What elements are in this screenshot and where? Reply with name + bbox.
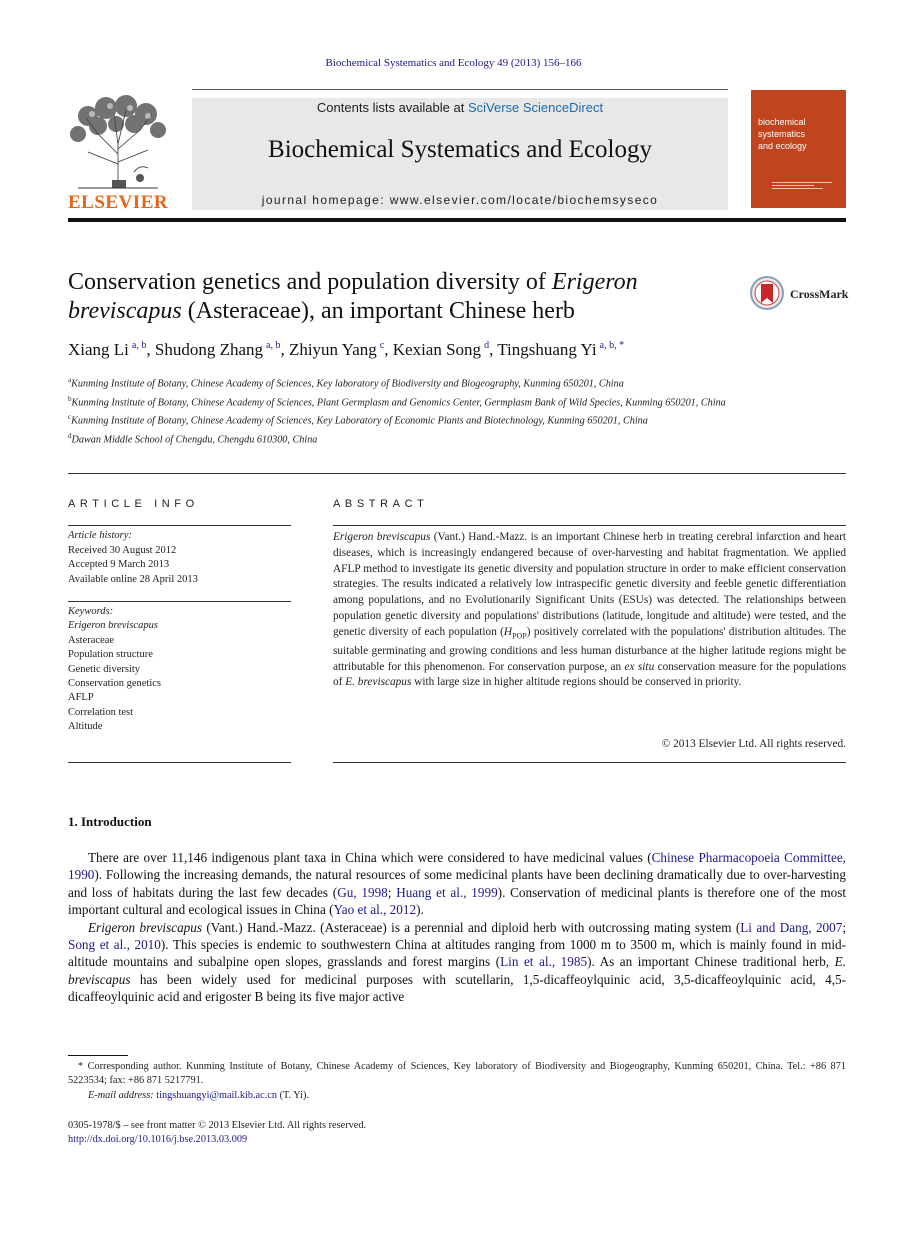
introduction-body (68, 849, 846, 1006)
abstract-text: ) positively correlated with the populations' distribution altitudes. The suitable germinating and growing conditions and less human disturbance at the higher latitude regions might be attributable for this phenomenon. For conservation purpose, an (333, 625, 846, 673)
intro-text: ; (842, 919, 846, 935)
citation-link[interactable]: Li and Dang, 2007 (740, 919, 843, 935)
footnote-text: * Corresponding author. Kunming Institute of Botany, Chinese Academy of Sciences, Key laboratory of Biodiversity and Biogeography, Kunming 650201, China. Tel.: +86 871 5223534; fax: +86 871 5217791. (68, 1061, 846, 1087)
elsevier-wordmark: ELSEVIER (68, 192, 169, 213)
author-separator: , (384, 340, 393, 359)
abstract-text: (Vant.) Hand.-Mazz. is an important Chinese herb in treating cerebral infarction and heart diseases, which is increasingly endangered because of over-harvesting and habitat fragmentation. We applied AFLP method to investigate its genetic diversity and population structure in order to make efficient conservation strategies. The results indicated a relatively low intraspecific genetic diversity and feeble genetic differentiation among populations, and no Evolutionarily Significant Units (ESUs) was detected. The relationships between population genetic diversity and populations' distributions (latitude, longitude and altitude) were tested, and the genetic diversity of each population ( (333, 531, 846, 638)
title-species-genus: Erigeron (551, 269, 638, 295)
hpop-subscript: POP (512, 631, 527, 641)
citation-link[interactable]: Yao et al., 2012 (333, 902, 417, 918)
keyword-item: Altitude (68, 721, 103, 733)
citation-link[interactable]: Huang et al., 1999 (396, 884, 498, 900)
keyword-item: Conservation genetics (68, 678, 162, 690)
affiliation-marker: d (68, 431, 72, 440)
affiliation-item (68, 410, 728, 429)
contents-line (192, 100, 728, 115)
footnote-rule (68, 1055, 128, 1056)
introduction-heading: 1. Introduction (68, 814, 152, 829)
introduction-paragraph (68, 849, 846, 919)
abstract-ex-situ: ex situ (624, 660, 655, 673)
author-separator: , (489, 340, 498, 359)
keywords-label: Keywords: (68, 606, 114, 617)
abstract-text: conservation measure for the populations of (333, 660, 846, 689)
affiliation-marker: b (68, 394, 72, 403)
intro-text: There are over 11,146 indigenous plant taxa in China which were considered to have medicinal values ( (88, 850, 652, 865)
abstract-species-short: E. breviscapus (345, 676, 412, 689)
author-affiliation-marker[interactable]: a, b (266, 340, 281, 352)
citation-link[interactable]: Song et al., 2010 (68, 937, 161, 953)
intro-text: (Vant.) Hand.-Mazz. (Asteraceae) is a perennial and diploid herb with outcrossing mating system ( (202, 919, 741, 935)
intro-text: ). Following the increasing demands, the natural resources of some medicinal plants have been declining dramatically due to over-harvesting and loss of habitats during the last few decades ( (68, 867, 846, 900)
affiliation-item (68, 429, 728, 448)
introduction-paragraph (68, 919, 846, 1006)
article-history (68, 529, 291, 587)
affiliation-text: Kunming Institute of Botany, Chinese Academy of Sciences, Plant Germplasm and Genomics Center, Germplasm Bank of Wild Species, Kunming 650201, China (71, 396, 726, 408)
cover-title-line: and ecology (758, 141, 807, 151)
keyword-item: AFLP (68, 692, 94, 704)
author-affiliation-marker[interactable]: c (379, 340, 385, 352)
sciencedirect-link[interactable]: SciVerse ScienceDirect (467, 100, 604, 115)
affiliation-text: Kunming Institute of Botany, Chinese Academy of Sciences, Key Laboratory of Economic Plants and Biotechnology, Kunming 650201, China (71, 415, 648, 427)
affiliation-item (68, 392, 728, 411)
article-info-rule (68, 525, 291, 526)
keyword-item: Asteraceae (68, 634, 115, 646)
header-rule (192, 89, 728, 90)
affiliation-text: Dawan Middle School of Chengdu, Chengdu 610300, China (71, 434, 318, 446)
abstract-top-rule (333, 525, 846, 526)
journal-title: Biochemical Systematics and Ecology (268, 136, 652, 163)
email-line (68, 1089, 846, 1103)
author-affiliation-marker[interactable]: a, b (131, 340, 147, 352)
affiliation-marker: a (68, 376, 72, 384)
affiliation-text: Kunming Institute of Botany, Chinese Academy of Sciences, Key laboratory of Biodiversity and Biogeography, Kunming 650201, China (71, 378, 624, 390)
crossmark-label[interactable]: CrossMark (790, 287, 849, 301)
online-date: Available online 28 April 2013 (68, 573, 198, 585)
article-info-heading: ARTICLE INFO (68, 498, 199, 510)
abstract-bottom-rule (333, 762, 846, 763)
title-text: Conservation genetics and population diversity of (68, 269, 552, 295)
author-affiliation-marker[interactable]: a, b, * (599, 340, 625, 352)
affiliation-rule (68, 473, 846, 474)
cover-fine-print (772, 182, 832, 189)
history-label: Article history: (68, 530, 132, 541)
keywords (68, 605, 291, 735)
affiliations (68, 373, 728, 447)
author-name[interactable]: Xiang Li (68, 340, 129, 359)
accepted-date: Accepted 9 March 2013 (68, 559, 170, 570)
affiliation-marker: c (68, 413, 72, 422)
intro-text: ). As an important Chinese traditional herb, (587, 954, 835, 970)
doi-link[interactable]: http://dx.doi.org/10.1016/j.bse.2013.03.009 (68, 1134, 248, 1146)
hpop-symbol: H (503, 625, 513, 638)
intro-text: ; (387, 884, 397, 900)
intro-text: ). Conservation of medicinal plants is therefore one of the most important cultural and ecological issues in China ( (68, 884, 846, 918)
intro-text: ). (416, 902, 424, 918)
email-link[interactable]: tingshuangyi@mail.kib.ac.cn (156, 1089, 277, 1101)
affiliation-item (68, 373, 728, 392)
article-info-bottom-rule (68, 762, 291, 763)
keyword-item: Genetic diversity (68, 663, 141, 675)
citation-link[interactable]: Lin et al., 1985 (500, 954, 588, 970)
intro-species: Erigeron breviscapus (88, 919, 202, 935)
journal-citation[interactable]: Biochemical Systematics and Ecology 49 (2013) 156–166 (325, 57, 582, 69)
journal-cover-title (758, 116, 842, 152)
front-matter (68, 1119, 568, 1148)
citation-link[interactable]: Chinese Pharmacopoeia Committee, 1990 (68, 850, 846, 883)
author-list (68, 340, 848, 360)
front-matter-text: 0305-1978/$ – see front matter © 2013 Elsevier Ltd. All rights reserved. (68, 1120, 367, 1131)
author-separator: , (146, 340, 155, 359)
journal-homepage-link[interactable]: journal homepage: www.elsevier.com/locate/biochemsyseco (261, 193, 659, 207)
keyword-item: Erigeron breviscapus (68, 620, 158, 632)
cover-title-line: systematics (758, 129, 806, 139)
corresponding-author-footnote (68, 1060, 846, 1103)
abstract-heading: ABSTRACT (333, 498, 429, 510)
author-separator: , (280, 340, 289, 359)
abstract-body (333, 530, 846, 691)
intro-text: ). This species is endemic to southwestern China at altitudes ranging from 1000 m to 3500 m, which is mainly found in mid-altitude mountains and subalpine open slopes, grasslands and forest margins ( (68, 937, 846, 970)
keywords-rule (68, 601, 291, 602)
author-name[interactable]: Kexian Song (392, 340, 482, 359)
title-species-epithet: breviscapus (68, 298, 182, 324)
author-name[interactable]: Tingshuang Yi (497, 340, 597, 359)
email-label: E-mail address: (88, 1089, 154, 1101)
abstract-text: with large size in higher altitude regions should be conserved in priority. (411, 676, 742, 689)
abstract-copyright: © 2013 Elsevier Ltd. All rights reserved. (661, 738, 846, 750)
article-title (68, 268, 728, 326)
abstract-species: Erigeron breviscapus (333, 531, 431, 543)
header-thick-rule (68, 218, 846, 222)
author-name[interactable]: Zhiyun Yang (288, 340, 377, 359)
author-affiliation-marker[interactable]: d (484, 340, 490, 352)
email-owner: (T. Yi). (277, 1089, 310, 1101)
intro-species-short: E. breviscapus (68, 954, 846, 987)
contents-prefix: Contents lists available at (316, 100, 468, 115)
citation-link[interactable]: Gu, 1998 (337, 884, 388, 900)
title-text: (Asteraceae), an important Chinese herb (181, 298, 575, 324)
received-date: Received 30 August 2012 (68, 544, 177, 556)
cover-title-line: biochemical (758, 117, 806, 127)
intro-text: has been widely used for medicinal purposes with scutellarin, 1,5-dicaffeoylquinic acid, 3,5-dicaffeoylquinic acid, 4,5-dicaffeoylquinic acid and erigoster B being its five major active (68, 971, 846, 1005)
keyword-item: Population structure (68, 649, 153, 661)
author-name[interactable]: Shudong Zhang (154, 340, 263, 359)
keyword-item: Correlation test (68, 706, 134, 718)
